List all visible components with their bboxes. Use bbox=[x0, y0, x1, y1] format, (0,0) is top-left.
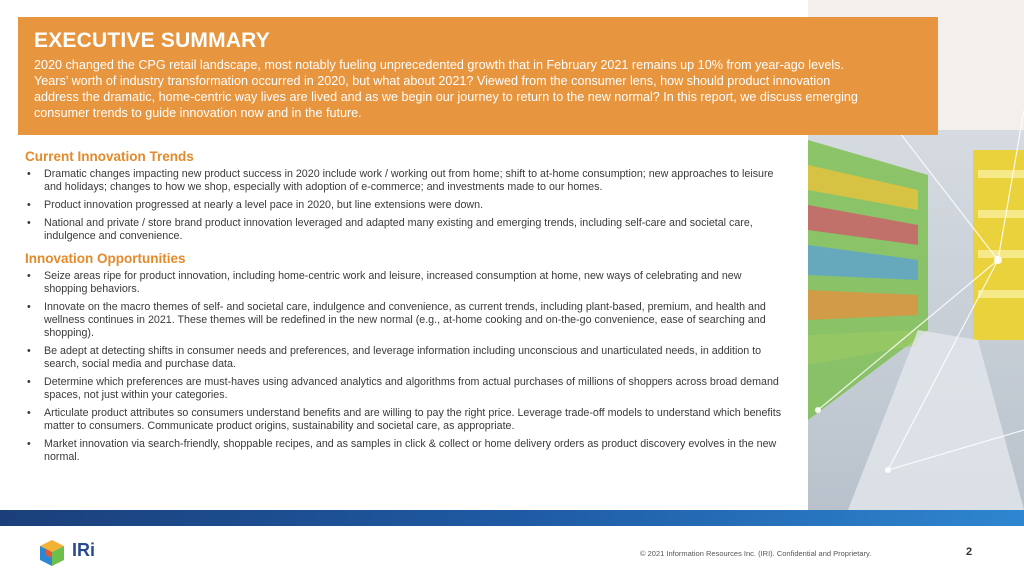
list-item: • Articulate product attributes so consumers understand benefits and are willing to pay the right price. Leverage trade-off models to understand which benefits matter to consumers. Communicate product origins, sustainability and societal care, as appropriate. bbox=[25, 407, 785, 433]
list-item: • National and private / store brand product innovation leveraged and adapted many existing and emerging trends, including self-care and societal care, indulgence and convenience. bbox=[25, 217, 785, 243]
section-heading-current-trends: Current Innovation Trends bbox=[25, 149, 194, 164]
list-item: • Dramatic changes impacting new product success in 2020 include work / working out from home; shift to at-home consumption; new approaches to leisure and holidays; changes to how we shop, especially with adoption of e-commerce; and investments made to our homes. bbox=[25, 168, 785, 194]
intro-paragraph: 2020 changed the CPG retail landscape, most notably fueling unprecedented growth that in February 2021 remains up 10% from year-ago levels. Years’ worth of industry transformation occurred in 2020, but what about 2021? Viewed from the consumer lens, how should product innovation address the dramatic, home-centric way lives are lived and as we begin our journey to return to the new normal? In this report, we discuss emerging consumer trends to guide innovation now and in the future. bbox=[34, 58, 858, 120]
page-title: EXECUTIVE SUMMARY bbox=[34, 29, 270, 52]
footer-color-band bbox=[0, 510, 1024, 526]
list-item: • Be adept at detecting shifts in consumer needs and preferences, and leverage information including unconscious and unarticulated needs, in addition to search, social media and purchase data. bbox=[25, 345, 785, 371]
list-item: • Product innovation progressed at nearly a level pace in 2020, but line extensions were down. bbox=[25, 199, 785, 212]
summary-content bbox=[25, 150, 785, 469]
list-item: • Determine which preferences are must-haves using advanced analytics and algorithms from actual purchases of millions of shoppers across broad demand spaces, not just within your categories. bbox=[25, 376, 785, 402]
list-item: • Innovate on the macro themes of self- and societal care, indulgence and convenience, as current trends, including plant-based, premium, and health and wellness continues in 2021. These themes will be redefined in the new normal (e.g., at-home cooking and on-the-go convenience, ease of searching and shopping). bbox=[25, 301, 785, 340]
logo-text: IRi bbox=[72, 540, 96, 560]
copyright-notice: © 2021 Information Resources Inc. (IRI). Confidential and Proprietary. bbox=[640, 549, 872, 558]
list-item: • Seize areas ripe for product innovation, including home-centric work and leisure, increased consumption at home, new ways of celebrating and new shopping behaviors. bbox=[25, 270, 785, 296]
current-trends-list bbox=[25, 168, 785, 243]
executive-summary-header bbox=[18, 17, 938, 135]
opportunities-list bbox=[25, 270, 785, 464]
section-heading-opportunities: Innovation Opportunities bbox=[25, 251, 186, 266]
list-item: • Market innovation via search-friendly, shoppable recipes, and as samples in click & collect or home delivery orders as product discovery evolves in the new normal. bbox=[25, 438, 785, 464]
page-number: 2 bbox=[966, 546, 973, 558]
